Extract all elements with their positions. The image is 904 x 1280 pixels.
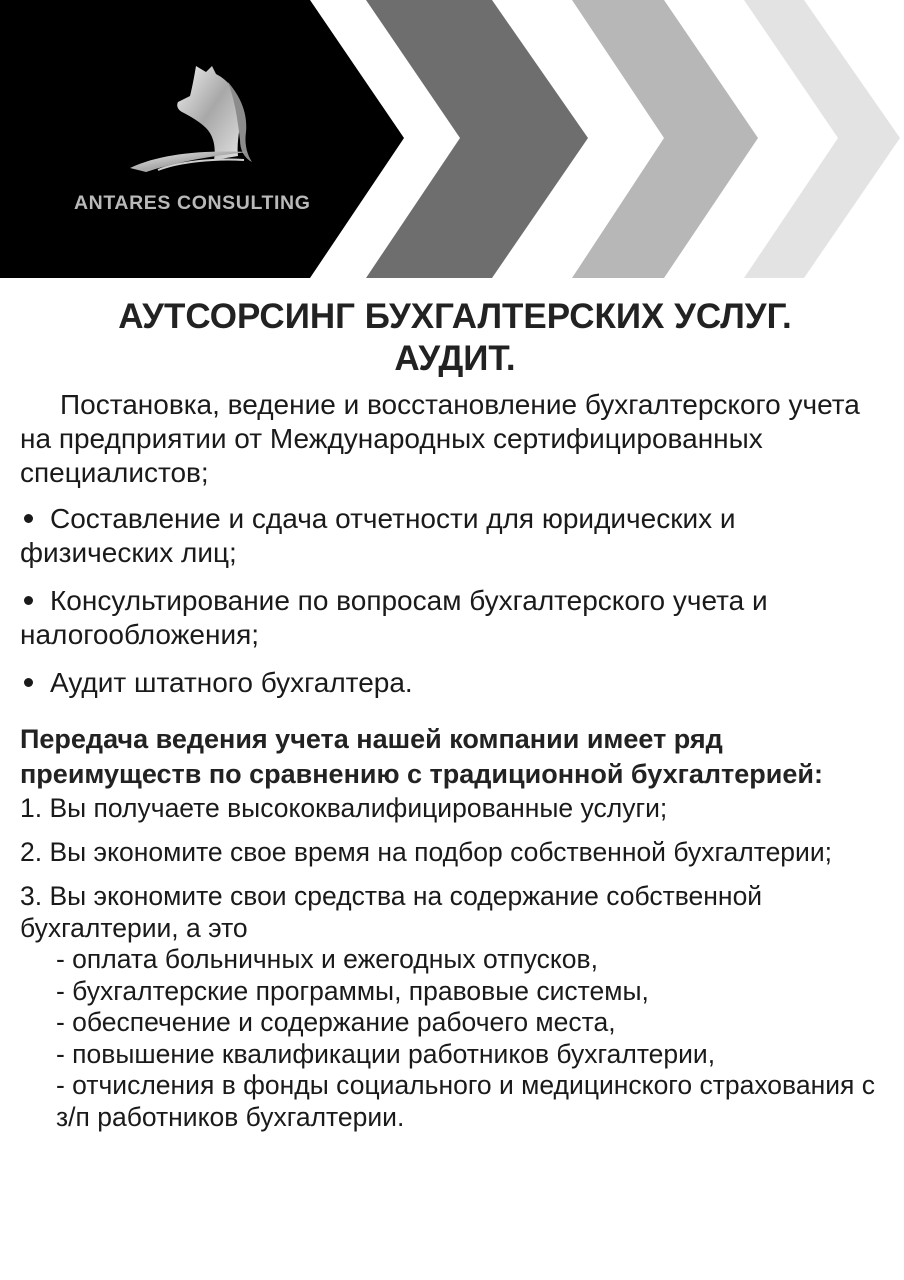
intro-paragraph: Постановка, ведение и восстановление бухгалтерского учета на предприятии от Международных сертифицированных специалистов; xyxy=(20,389,860,488)
expense-item: - повышение квалификации работников бухгалтерии, xyxy=(56,1038,716,1069)
expense-item: - оплата больничных и ежегодных отпусков, xyxy=(56,944,598,974)
advantage-item: 2. Вы экономите свое время на подбор собственной бухгалтерии; xyxy=(20,837,833,867)
chevron-mid xyxy=(572,0,758,278)
page-title xyxy=(20,296,890,380)
bullet-icon xyxy=(24,514,33,523)
bullet-text: Составление и сдача отчетности для юридических и физических лиц; xyxy=(20,503,736,568)
expense-item: - бухгалтерские программы, правовые системы, xyxy=(56,975,649,1006)
advantage-item: 3. Вы экономите свои средства на содержание собственной бухгалтерии, а это xyxy=(20,881,763,943)
bullet-text: Аудит штатного бухгалтера. xyxy=(50,667,413,698)
list-item xyxy=(20,584,890,652)
expenses-list xyxy=(20,944,890,1133)
brand-name: ANTARES CONSULTING xyxy=(74,192,311,214)
advantage-item: 1. Вы получаете высококвалифицированные услуги; xyxy=(20,793,668,823)
chevron-light xyxy=(744,0,900,278)
bullet-icon xyxy=(24,678,33,687)
advantages-heading: Передача ведения учета нашей компании имеет ряд преимуществ по сравнению с традиционной бухгалтерией: xyxy=(20,724,823,789)
header-banner xyxy=(0,0,904,278)
bullet-icon xyxy=(24,596,33,605)
chevron-banner-graphic xyxy=(0,0,904,278)
title-line-1: АУТСОРСИНГ БУХГАЛТЕРСКИХ УСЛУГ. xyxy=(118,297,792,336)
black-panel xyxy=(0,0,404,278)
main-content xyxy=(20,296,890,1133)
expense-item: - обеспечение и содержание рабочего места, xyxy=(56,1007,616,1037)
list-item xyxy=(20,502,890,570)
list-item xyxy=(20,666,890,700)
title-line-2: АУДИТ. xyxy=(394,339,516,378)
services-list xyxy=(20,502,890,700)
expense-item: - отчисления в фонды социального и медицинского страхования с з/п работников бухгалтерии. xyxy=(56,1070,875,1132)
bullet-text: Консультирование по вопросам бухгалтерского учета и налогообложения; xyxy=(20,585,768,650)
